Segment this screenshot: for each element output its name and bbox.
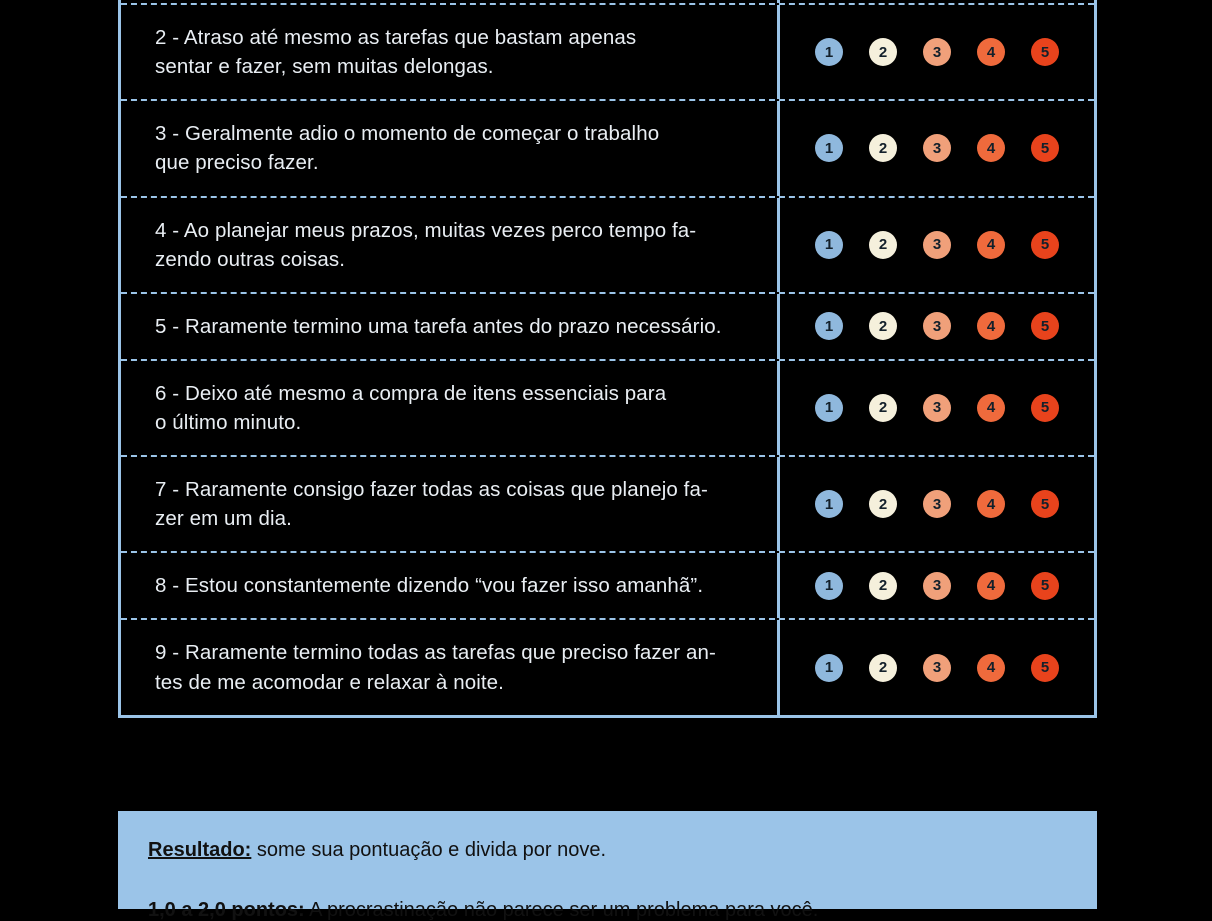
rating-option-2[interactable]: 2 — [869, 654, 897, 682]
question-line: 9 - Raramente termino todas as tarefas que preciso fazer an- — [155, 641, 716, 665]
result-score-range-label: 1,0 a 2,0 pontos: — [148, 899, 305, 921]
question-text — [121, 620, 780, 714]
table-row — [121, 361, 1094, 457]
question-text — [121, 361, 780, 455]
rating-option-4[interactable]: 4 — [977, 572, 1005, 600]
rating-option-5[interactable]: 5 — [1031, 394, 1059, 422]
rating-option-2[interactable]: 2 — [869, 231, 897, 259]
rating-scale — [780, 198, 1094, 292]
question-line: 8 - Estou constantemente dizendo “vou fazer isso amanhã”. — [155, 574, 704, 598]
rating-scale — [780, 620, 1094, 714]
rating-option-3[interactable]: 3 — [923, 490, 951, 518]
question-line: 2 - Atraso até mesmo as tarefas que bastam apenas — [155, 26, 637, 50]
rating-option-3[interactable]: 3 — [923, 572, 951, 600]
question-line: 3 - Geralmente adio o momento de começar o trabalho — [155, 122, 660, 146]
rating-option-4[interactable]: 4 — [977, 394, 1005, 422]
rating-option-4[interactable]: 4 — [977, 38, 1005, 66]
rating-option-1[interactable]: 1 — [815, 490, 843, 518]
rating-scale — [780, 553, 1094, 618]
rating-scale — [780, 101, 1094, 195]
rating-option-5[interactable]: 5 — [1031, 654, 1059, 682]
rating-scale — [780, 294, 1094, 359]
rating-scale — [780, 457, 1094, 551]
rating-option-5[interactable]: 5 — [1031, 312, 1059, 340]
rating-option-5[interactable]: 5 — [1031, 134, 1059, 162]
rating-option-2[interactable]: 2 — [869, 38, 897, 66]
question-line: tes de me acomodar e relaxar à noite. — [155, 670, 504, 694]
rating-option-3[interactable]: 3 — [923, 654, 951, 682]
rating-option-5[interactable]: 5 — [1031, 572, 1059, 600]
result-instruction-text: some sua pontuação e divida por nove. — [251, 839, 607, 861]
rating-option-4[interactable]: 4 — [977, 654, 1005, 682]
rating-option-2[interactable]: 2 — [869, 490, 897, 518]
result-score-range-text: A procrastinação não parece ser um problema para você. — [304, 899, 819, 921]
questionnaire-table — [118, 0, 1097, 718]
question-line: 4 - Ao planejar meus prazos, muitas vezes perco tempo fa- — [155, 218, 697, 242]
rating-option-5[interactable]: 5 — [1031, 490, 1059, 518]
rating-option-4[interactable]: 4 — [977, 312, 1005, 340]
result-label: Resultado: — [148, 839, 252, 861]
rating-scale — [780, 0, 1094, 3]
question-line: 6 - Deixo até mesmo a compra de itens essenciais para — [155, 381, 667, 405]
table-row — [121, 457, 1094, 553]
question-line: o último minuto. — [155, 410, 302, 434]
rating-option-1[interactable]: 1 — [815, 38, 843, 66]
rating-option-3[interactable]: 3 — [923, 312, 951, 340]
table-row — [121, 101, 1094, 197]
question-text — [121, 101, 780, 195]
result-score-range — [148, 899, 1067, 921]
rating-scale — [780, 361, 1094, 455]
rating-option-1[interactable]: 1 — [815, 134, 843, 162]
question-text — [121, 294, 780, 359]
question-text — [121, 553, 780, 618]
rating-option-5[interactable]: 5 — [1031, 231, 1059, 259]
result-panel — [118, 811, 1097, 921]
question-text — [121, 0, 780, 3]
question-text — [121, 457, 780, 551]
rating-option-1[interactable]: 1 — [815, 312, 843, 340]
rating-option-2[interactable]: 2 — [869, 572, 897, 600]
table-row — [121, 294, 1094, 361]
rating-option-3[interactable]: 3 — [923, 394, 951, 422]
rating-option-4[interactable]: 4 — [977, 231, 1005, 259]
question-line: 5 - Raramente termino uma tarefa antes do prazo necessário. — [155, 314, 722, 338]
rating-option-3[interactable]: 3 — [923, 231, 951, 259]
question-text — [121, 5, 780, 99]
rating-option-5[interactable]: 5 — [1031, 38, 1059, 66]
rating-option-4[interactable]: 4 — [977, 134, 1005, 162]
rating-option-1[interactable]: 1 — [815, 654, 843, 682]
rating-option-2[interactable]: 2 — [869, 134, 897, 162]
result-instruction — [148, 837, 1067, 863]
question-line: sentar e fazer, sem muitas delongas. — [155, 55, 494, 79]
rating-option-4[interactable]: 4 — [977, 490, 1005, 518]
question-line: zendo outras coisas. — [155, 247, 346, 271]
table-row — [121, 198, 1094, 294]
rating-option-1[interactable]: 1 — [815, 231, 843, 259]
question-line: zer em um dia. — [155, 507, 292, 531]
table-row — [121, 553, 1094, 620]
table-row — [121, 620, 1094, 714]
rating-option-1[interactable]: 1 — [815, 394, 843, 422]
rating-option-3[interactable]: 3 — [923, 134, 951, 162]
question-line: 7 - Raramente consigo fazer todas as coisas que planejo fa- — [155, 478, 708, 502]
rating-option-1[interactable]: 1 — [815, 572, 843, 600]
table-row — [121, 5, 1094, 101]
question-text — [121, 198, 780, 292]
rating-option-3[interactable]: 3 — [923, 38, 951, 66]
question-line: que preciso fazer. — [155, 151, 319, 175]
rating-scale — [780, 5, 1094, 99]
rating-option-2[interactable]: 2 — [869, 394, 897, 422]
rating-option-2[interactable]: 2 — [869, 312, 897, 340]
